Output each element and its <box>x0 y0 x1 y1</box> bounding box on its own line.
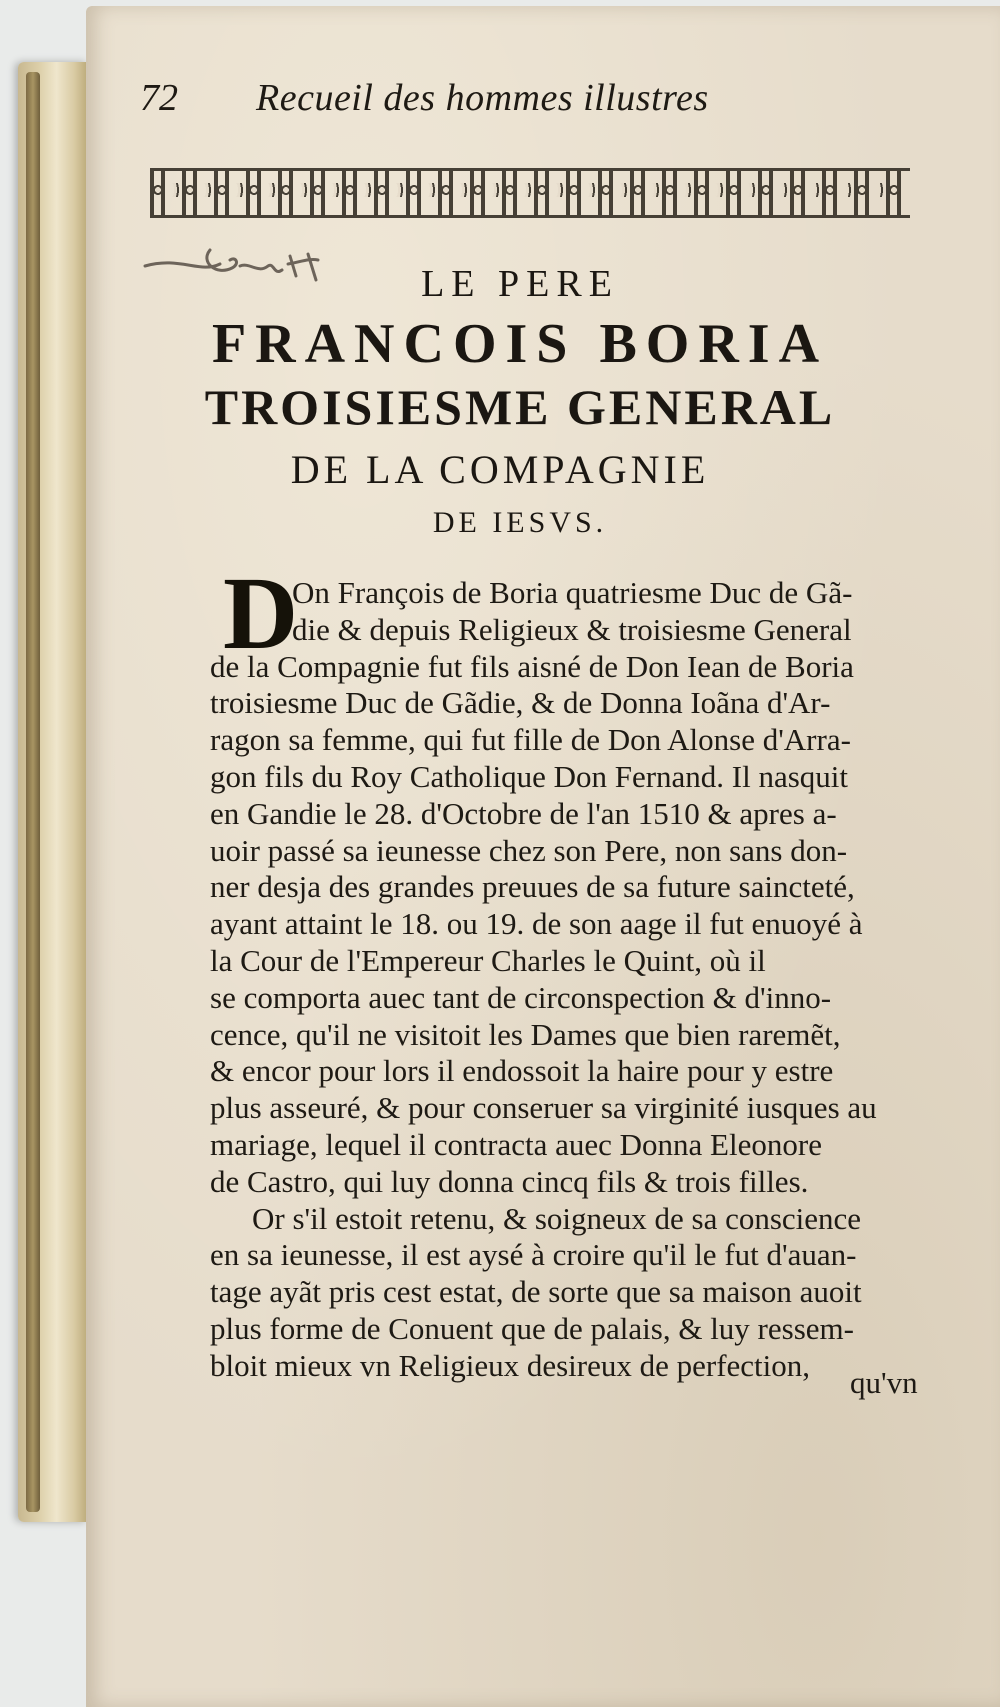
text-line: plus asseuré, & pour conseruer sa virginité iusques au <box>210 1090 877 1126</box>
text-line: en Gandie le 28. d'Octobre de l'an 1510 & apres a- <box>210 795 837 831</box>
text-line: tage ayãt pris cest estat, de sorte que sa maison auoit <box>210 1274 862 1310</box>
heading-line-1: LE PERE <box>421 263 619 305</box>
text-line: ragon sa femme, qui fut fille de Don Alonse d'Arra- <box>210 722 851 758</box>
text-line: ner desja des grandes preuues de sa future saincteté, <box>210 869 855 905</box>
text-line: troisiesme Duc de Gãdie, & de Donna Ioãna d'Ar- <box>210 685 831 721</box>
ornamental-border <box>150 168 910 218</box>
book-edge <box>18 62 88 1522</box>
running-title: Recueil des hommes illustres <box>256 77 709 119</box>
page-number: 72 <box>140 77 178 119</box>
text-line: se comporta auec tant de circonspection & d'inno- <box>210 979 832 1015</box>
text-line: ayant attaint le 18. ou 19. de son aage il fut enuoyé à <box>210 906 863 942</box>
text-line: de la Compagnie fut fils aisné de Don Iean de Boria <box>210 648 854 684</box>
text-line: Or s'il estoit retenu, & soigneux de sa conscience <box>252 1200 862 1236</box>
catchword: qu'vn <box>850 1365 918 1400</box>
text-line: & encor pour lors il endossoit la haire pour y estre <box>210 1053 834 1089</box>
text-line: mariage, lequel il contracta auec Donna Eleonore <box>210 1126 822 1162</box>
text-line: die & depuis Religieux & troisiesme General <box>292 611 852 647</box>
text-line: uoir passé sa ieunesse chez son Pere, non sans don- <box>210 832 848 868</box>
text-line: plus forme de Conuent que de palais, & luy ressem- <box>210 1310 854 1346</box>
text-line: gon fils du Roy Catholique Don Fernand. Il nasquit <box>210 758 849 794</box>
heading-line-3: TROISIESME GENERAL <box>204 379 836 435</box>
drop-cap: D <box>223 556 299 671</box>
text-line: On François de Boria quatriesme Duc de Gã- <box>292 575 853 610</box>
heading-line-2: FRANCOIS BORIA <box>211 313 829 375</box>
running-head <box>140 72 880 132</box>
body-text <box>210 575 945 1385</box>
text-line: cence, qu'il ne visitoit les Dames que bien raremẽt, <box>210 1016 841 1052</box>
text-line: de Castro, qui luy donna cincq fils & trois filles. <box>210 1163 809 1199</box>
book-spine <box>26 72 40 1512</box>
heading-line-4: DE LA COMPAGNIE <box>290 447 710 492</box>
text-line: en sa ieunesse, il est aysé à croire qu'il le fut d'auan- <box>210 1237 857 1273</box>
text-line: la Cour de l'Empereur Charles le Quint, où il <box>210 942 766 978</box>
text-line: bloit mieux vn Religieux desireux de perfection, <box>210 1347 811 1383</box>
heading-line-5: DE IESVS. <box>432 506 608 539</box>
